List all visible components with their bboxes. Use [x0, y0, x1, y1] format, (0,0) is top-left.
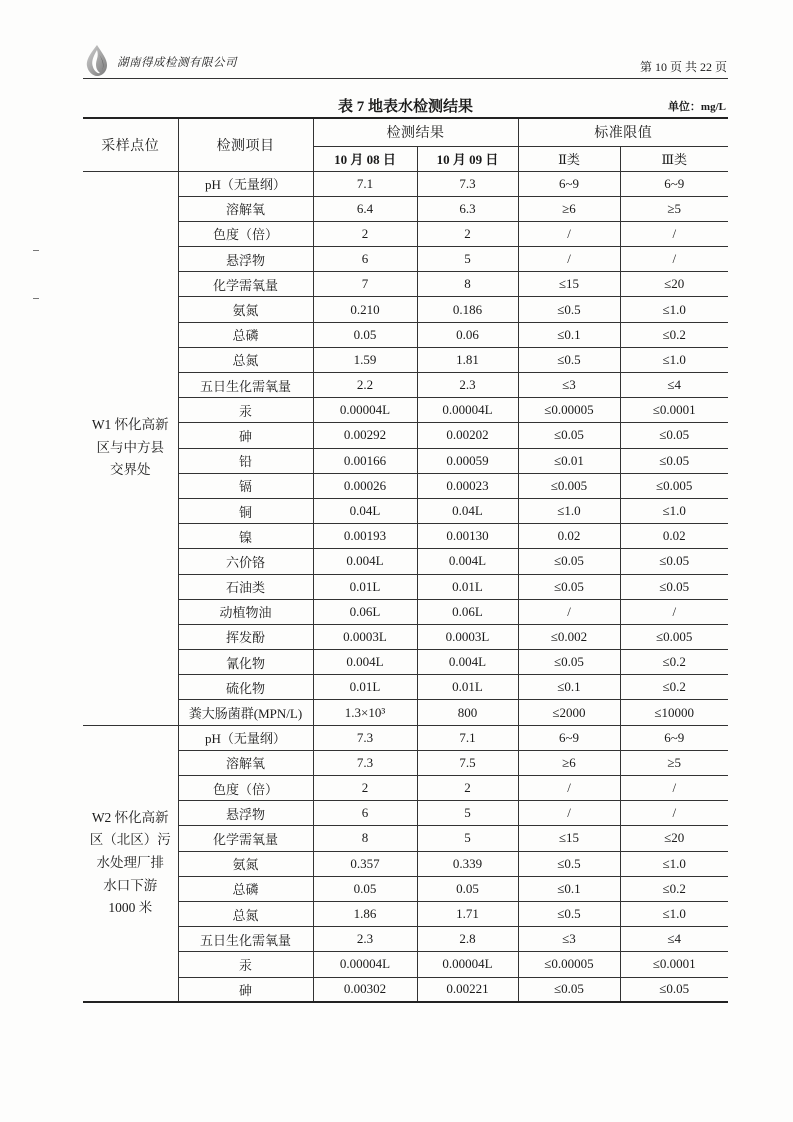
limit-class3-cell: ≤1.0 [620, 347, 728, 372]
table-row [83, 801, 728, 826]
table-row [83, 448, 728, 473]
result-oct08-cell: 7.1 [313, 171, 417, 196]
table-unit: 单位：mg/L [667, 101, 726, 113]
site-label-line: W1 怀化高新 [91, 417, 169, 432]
limit-class2-cell: / [518, 776, 620, 801]
result-oct08-cell: 7.3 [313, 725, 417, 750]
result-oct08-cell: 0.05 [313, 322, 417, 347]
table-row [83, 750, 728, 775]
surface-water-results-table [83, 117, 728, 1003]
table-row [83, 473, 728, 498]
result-oct09-cell: 0.01L [417, 675, 518, 700]
table-row [83, 851, 728, 876]
scan-mark [33, 298, 39, 299]
result-oct09-cell: 0.04L [417, 498, 518, 523]
limit-class2-cell: ≤0.00005 [518, 398, 620, 423]
limit-class2-cell: ≤0.05 [518, 549, 620, 574]
item-name-cell: 化学需氧量 [178, 826, 313, 851]
limit-class3-cell: / [620, 221, 728, 246]
limit-class2-cell: ≤0.5 [518, 297, 620, 322]
limit-class2-cell: / [518, 801, 620, 826]
header-date-oct09: 10 月 09 日 [417, 146, 518, 171]
result-oct08-cell: 0.210 [313, 297, 417, 322]
scan-mark [33, 250, 39, 251]
table-row [83, 297, 728, 322]
result-oct09-cell: 6.3 [417, 196, 518, 221]
limit-class3-cell: / [620, 776, 728, 801]
site-cell-w1 [83, 171, 178, 725]
result-oct09-cell: 0.06 [417, 322, 518, 347]
site-label-line: 水口下游 [103, 877, 158, 893]
limit-class3-cell: ≤0.2 [620, 650, 728, 675]
table-row [83, 549, 728, 574]
limit-class2-cell: ≤0.005 [518, 473, 620, 498]
item-name-cell: 动植物油 [178, 599, 313, 624]
limit-class2-cell: ≤0.05 [518, 650, 620, 675]
limit-class3-cell: ≤4 [620, 373, 728, 398]
result-oct09-cell: 5 [417, 826, 518, 851]
result-oct09-cell: 0.01L [417, 574, 518, 599]
table-row [83, 196, 728, 221]
result-oct08-cell: 0.00026 [313, 473, 417, 498]
table-row [83, 398, 728, 423]
item-name-cell: 悬浮物 [178, 801, 313, 826]
result-oct08-cell: 0.0003L [313, 624, 417, 649]
water-drop-logo-icon [84, 44, 110, 77]
result-oct09-cell: 0.00202 [417, 423, 518, 448]
result-oct08-cell: 7.3 [313, 750, 417, 775]
result-oct08-cell: 2 [313, 221, 417, 246]
item-name-cell: 溶解氧 [178, 750, 313, 775]
result-oct09-cell: 0.00130 [417, 524, 518, 549]
limit-class2-cell: / [518, 247, 620, 272]
limit-class3-cell: ≤0.0001 [620, 952, 728, 977]
result-oct09-cell: 0.00023 [417, 473, 518, 498]
header-results: 检测结果 [313, 118, 518, 146]
result-oct09-cell: 0.00004L [417, 952, 518, 977]
header-item: 检测项目 [178, 118, 313, 171]
table-row [83, 599, 728, 624]
table-row [83, 347, 728, 372]
item-name-cell: 汞 [178, 398, 313, 423]
header-date-oct08: 10 月 08 日 [313, 146, 417, 171]
result-oct08-cell: 0.004L [313, 549, 417, 574]
result-oct09-cell: 1.71 [417, 901, 518, 926]
result-oct09-cell: 0.004L [417, 549, 518, 574]
company-name: 湖南得成检测有限公司 [117, 57, 237, 69]
header-site: 采样点位 [83, 118, 178, 171]
result-oct09-cell: 0.00004L [417, 398, 518, 423]
item-name-cell: 镍 [178, 524, 313, 549]
result-oct09-cell: 5 [417, 247, 518, 272]
result-oct09-cell: 0.339 [417, 851, 518, 876]
limit-class3-cell: ≤0.2 [620, 876, 728, 901]
item-name-cell: pH（无量纲） [178, 725, 313, 750]
result-oct08-cell: 1.59 [313, 347, 417, 372]
limit-class3-cell: ≤1.0 [620, 901, 728, 926]
table-header-row [83, 118, 728, 146]
table-row [83, 322, 728, 347]
page-number: 第 10 页 共 22 页 [639, 60, 727, 74]
result-oct08-cell: 7 [313, 272, 417, 297]
site-label-line: W2 怀化高新 [91, 809, 169, 825]
result-oct09-cell: 7.5 [417, 750, 518, 775]
limit-class3-cell: ≤10000 [620, 700, 728, 725]
limit-class2-cell: ≤0.00005 [518, 952, 620, 977]
table-row [83, 423, 728, 448]
limit-class2-cell: ≤3 [518, 373, 620, 398]
limit-class2-cell: ≤0.5 [518, 901, 620, 926]
limit-class3-cell: ≤0.0001 [620, 398, 728, 423]
item-name-cell: 溶解氧 [178, 196, 313, 221]
site-label-line: 1000 米 [108, 900, 153, 916]
site-label-line: 交界处 [110, 462, 151, 478]
limit-class2-cell: ≤0.1 [518, 876, 620, 901]
result-oct09-cell: 0.004L [417, 650, 518, 675]
result-oct09-cell: 8 [417, 272, 518, 297]
limit-class2-cell: ≤0.5 [518, 347, 620, 372]
item-name-cell: 镉 [178, 473, 313, 498]
item-name-cell: 氨氮 [178, 297, 313, 322]
result-oct09-cell: 800 [417, 700, 518, 725]
limit-class2-cell: ≤0.05 [518, 977, 620, 1002]
limit-class3-cell: ≤0.05 [620, 448, 728, 473]
result-oct08-cell: 0.00193 [313, 524, 417, 549]
limit-class2-cell: ≤0.01 [518, 448, 620, 473]
limit-class2-cell: ≤2000 [518, 700, 620, 725]
limit-class3-cell: ≤1.0 [620, 297, 728, 322]
result-oct08-cell: 0.00004L [313, 398, 417, 423]
table-row [83, 901, 728, 926]
result-oct08-cell: 1.3×10³ [313, 700, 417, 725]
limit-class2-cell: ≤0.05 [518, 574, 620, 599]
limit-class2-cell: ≤15 [518, 272, 620, 297]
limit-class3-cell: ≤0.05 [620, 574, 728, 599]
limit-class3-cell: ≤1.0 [620, 498, 728, 523]
result-oct09-cell: 1.81 [417, 347, 518, 372]
item-name-cell: pH（无量纲） [178, 171, 313, 196]
item-name-cell: 总氮 [178, 901, 313, 926]
result-oct08-cell: 0.04L [313, 498, 417, 523]
table-row [83, 927, 728, 952]
limit-class2-cell: ≤0.5 [518, 851, 620, 876]
header-divider [83, 78, 728, 79]
result-oct09-cell: 2.3 [417, 373, 518, 398]
item-name-cell: 铜 [178, 498, 313, 523]
limit-class2-cell: ≥6 [518, 750, 620, 775]
limit-class3-cell: ≤0.05 [620, 549, 728, 574]
result-oct09-cell: 5 [417, 801, 518, 826]
item-name-cell: 总磷 [178, 876, 313, 901]
result-oct08-cell: 0.06L [313, 599, 417, 624]
header-standards: 标准限值 [518, 118, 728, 146]
limit-class3-cell: ≤4 [620, 927, 728, 952]
item-name-cell: 色度（倍） [178, 221, 313, 246]
result-oct09-cell: 0.06L [417, 599, 518, 624]
item-name-cell: 总磷 [178, 322, 313, 347]
table-row [83, 221, 728, 246]
table-row [83, 952, 728, 977]
result-oct08-cell: 0.00292 [313, 423, 417, 448]
limit-class2-cell: ≤0.1 [518, 675, 620, 700]
item-name-cell: 挥发酚 [178, 624, 313, 649]
result-oct08-cell: 6 [313, 801, 417, 826]
limit-class3-cell: ≤0.2 [620, 322, 728, 347]
result-oct09-cell: 0.00221 [417, 977, 518, 1002]
limit-class2-cell: ≤0.1 [518, 322, 620, 347]
table-row [83, 574, 728, 599]
result-oct08-cell: 2.3 [313, 927, 417, 952]
result-oct09-cell: 7.1 [417, 725, 518, 750]
item-name-cell: 氰化物 [178, 650, 313, 675]
site-cell-w2 [83, 725, 178, 1002]
table-row [83, 876, 728, 901]
limit-class3-cell: ≤0.005 [620, 624, 728, 649]
result-oct08-cell: 2.2 [313, 373, 417, 398]
item-name-cell: 五日生化需氧量 [178, 373, 313, 398]
result-oct08-cell: 0.357 [313, 851, 417, 876]
result-oct09-cell: 0.00059 [417, 448, 518, 473]
table-row [83, 650, 728, 675]
limit-class2-cell: ≤1.0 [518, 498, 620, 523]
item-name-cell: 汞 [178, 952, 313, 977]
table-row [83, 373, 728, 398]
result-oct08-cell: 0.01L [313, 675, 417, 700]
limit-class2-cell: ≤15 [518, 826, 620, 851]
table-row [83, 725, 728, 750]
result-oct09-cell: 2 [417, 221, 518, 246]
limit-class2-cell: ≤0.05 [518, 423, 620, 448]
limit-class2-cell: ≤0.002 [518, 624, 620, 649]
limit-class3-cell: ≤20 [620, 826, 728, 851]
limit-class3-cell: 0.02 [620, 524, 728, 549]
limit-class2-cell: ≤3 [518, 927, 620, 952]
result-oct08-cell: 0.01L [313, 574, 417, 599]
header-class-2: Ⅱ类 [518, 146, 620, 171]
table-row [83, 524, 728, 549]
limit-class2-cell: 0.02 [518, 524, 620, 549]
item-name-cell: 铅 [178, 448, 313, 473]
result-oct08-cell: 1.86 [313, 901, 417, 926]
limit-class3-cell: ≤20 [620, 272, 728, 297]
item-name-cell: 石油类 [178, 574, 313, 599]
result-oct09-cell: 0.0003L [417, 624, 518, 649]
site-label-line: 区与中方县 [96, 439, 164, 455]
site-label-line: 水处理厂排 [96, 855, 164, 871]
limit-class3-cell: ≥5 [620, 750, 728, 775]
result-oct08-cell: 0.00302 [313, 977, 417, 1002]
item-name-cell: 粪大肠菌群(MPN/L) [178, 700, 313, 725]
table-row [83, 624, 728, 649]
item-name-cell: 砷 [178, 423, 313, 448]
item-name-cell: 化学需氧量 [178, 272, 313, 297]
result-oct08-cell: 0.05 [313, 876, 417, 901]
result-oct09-cell: 2.8 [417, 927, 518, 952]
item-name-cell: 氨氮 [178, 851, 313, 876]
table-row [83, 675, 728, 700]
limit-class2-cell: / [518, 221, 620, 246]
table-row [83, 977, 728, 1002]
table-row [83, 776, 728, 801]
item-name-cell: 色度（倍） [178, 776, 313, 801]
limit-class2-cell: 6~9 [518, 725, 620, 750]
item-name-cell: 砷 [178, 977, 313, 1002]
result-oct08-cell: 8 [313, 826, 417, 851]
limit-class3-cell: 6~9 [620, 171, 728, 196]
limit-class3-cell: ≥5 [620, 196, 728, 221]
limit-class3-cell: / [620, 801, 728, 826]
item-name-cell: 硫化物 [178, 675, 313, 700]
limit-class3-cell: / [620, 247, 728, 272]
table-row [83, 247, 728, 272]
result-oct08-cell: 2 [313, 776, 417, 801]
limit-class3-cell: / [620, 599, 728, 624]
limit-class2-cell: ≥6 [518, 196, 620, 221]
result-oct08-cell: 6 [313, 247, 417, 272]
table-row [83, 171, 728, 196]
table-row [83, 272, 728, 297]
header-class-3: Ⅲ类 [620, 146, 728, 171]
limit-class2-cell: / [518, 599, 620, 624]
item-name-cell: 总氮 [178, 347, 313, 372]
item-name-cell: 五日生化需氧量 [178, 927, 313, 952]
result-oct09-cell: 2 [417, 776, 518, 801]
item-name-cell: 悬浮物 [178, 247, 313, 272]
item-name-cell: 六价铬 [178, 549, 313, 574]
result-oct08-cell: 6.4 [313, 196, 417, 221]
result-oct09-cell: 7.3 [417, 171, 518, 196]
table-row [83, 826, 728, 851]
limit-class3-cell: ≤0.2 [620, 675, 728, 700]
limit-class3-cell: 6~9 [620, 725, 728, 750]
result-oct08-cell: 0.004L [313, 650, 417, 675]
limit-class3-cell: ≤0.005 [620, 473, 728, 498]
limit-class3-cell: ≤1.0 [620, 851, 728, 876]
table-row [83, 700, 728, 725]
site-label-line: 区（北区）污 [89, 832, 171, 848]
limit-class3-cell: ≤0.05 [620, 977, 728, 1002]
table-row [83, 498, 728, 523]
limit-class2-cell: 6~9 [518, 171, 620, 196]
limit-class3-cell: ≤0.05 [620, 423, 728, 448]
result-oct08-cell: 0.00166 [313, 448, 417, 473]
result-oct08-cell: 0.00004L [313, 952, 417, 977]
result-oct09-cell: 0.05 [417, 876, 518, 901]
table-title: 表 7 地表水检测结果 [337, 99, 473, 115]
result-oct09-cell: 0.186 [417, 297, 518, 322]
